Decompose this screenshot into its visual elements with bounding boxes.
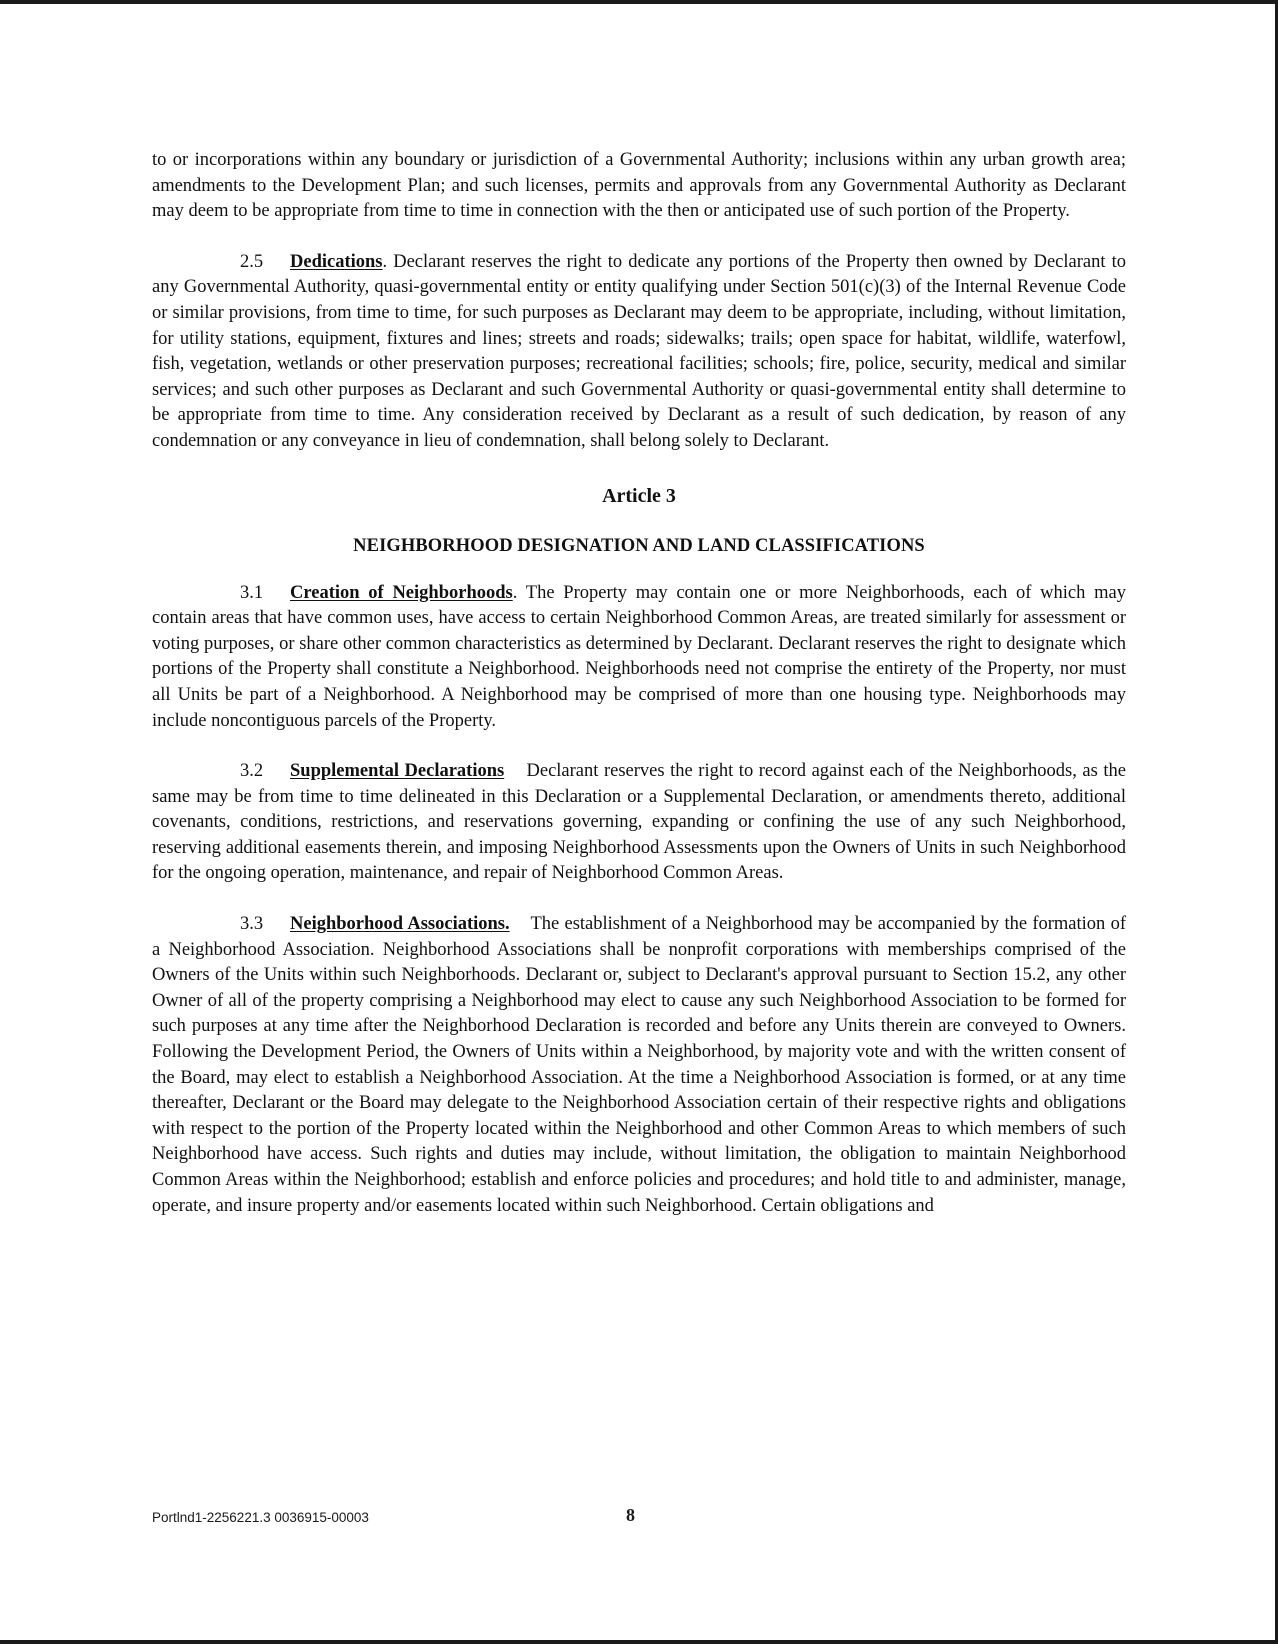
- intro-paragraph: to or incorporations within any boundary or jurisdiction of a Governmental Authority; inclusions within any urban growth area; amendments to the Development Plan; and such licenses, permits and approvals from any Governmental Authority as Declarant may deem to be appropriate from time to time in connection with the then or anticipated use of such portion of the Property.: [152, 150, 1126, 222]
- section-3-3: [152, 912, 1131, 1219]
- section-title: Dedications: [290, 251, 383, 272]
- section-title: Supplemental Declarations: [290, 761, 505, 782]
- section-text: Declarant reserves the right to dedicate any portions of the Property then owned by Declarant to any Governmental Authority, quasi-governmental entity or entity qualifying under Section 501(c)(3) of the Internal Revenue Code or similar provisions, from time to time, for such purposes as Declarant may deem to be appropriate, including, without limitation, for utility stations, equipment, fixtures and lines; streets and roads; sidewalks; trails; open space for habitat, wildlife, waterfowl, fish, vegetation, wetlands or other preservation purposes; recreational facilities; schools; fire, police, security, medical and similar services; and such other purposes as Declarant and such Governmental Authority or quasi-governmental entity shall determine to be appropriate from time to time. Any consideration received by Declarant as a result of such dedication, by reason of any condemnation or any conveyance in lieu of condemnation, shall belong solely to Declarant.: [152, 251, 1126, 451]
- section-number: 3.1: [240, 582, 264, 603]
- section-text: The establishment of a Neighborhood may be accompanied by the formation of a Neighborhood Association. Neighborhood Associations shall be nonprofit corporations with memberships comprised of the Owners of the Units within such Neighborhoods. Declarant or, subject to Declarant's approval pursuant to Section 15.2, any other Owner of all of the property comprising a Neighborhood may elect to cause any such Neighborhood Association to be formed for such purposes at any time after the Neighborhood Declaration is recorded and before any Units therein are conveyed to Owners. Following the Development Period, the Owners of Units within a Neighborhood, by majority vote and with the written consent of the Board, may elect to establish a Neighborhood Association. At the time a Neighborhood Association is formed, or at any time thereafter, Declarant or the Board may delegate to the Neighborhood Association certain of their respective rights and obligations with respect to the portion of the Property located within the Neighborhood and other Common Areas to which members of such Neighborhood have access. Such rights and duties may include, without limitation, the obligation to maintain Neighborhood Common Areas within the Neighborhood; establish and enforce policies and procedures; and hold title to and administer, manage, operate, and insure property and/or easements located within such Neighborhood. Certain obligations and: [152, 914, 1131, 1216]
- section-text: Declarant reserves the right to record against each of the Neighborhoods, as the same may be from time to time delineated in this Declaration or a Supplemental Declaration, or amendments thereto, additional covenants, conditions, restrictions, and reservations governing, expanding or confining the use of any such Neighborhood, reserving additional easements therein, and imposing Neighborhood Assessments upon the Owners of Units in such Neighborhood for the ongoing operation, maintenance, and repair of Neighborhood Common Areas.: [152, 761, 1131, 884]
- scan-edge-top: [0, 0, 1278, 4]
- article-heading: Article 3: [602, 484, 676, 507]
- section-2-5: [152, 250, 1126, 455]
- section-text: The Property may contain one or more Neighborhoods, each of which may contain areas that have common uses, have access to certain Neighborhood Common Areas, are treated similarly for assessment or voting purposes, or share other common characteristics as determined by Declarant. Declarant reserves the right to designate which portions of the Property shall constitute a Neighborhood. Neighborhoods need not comprise the entirety of the Property, nor must all Units be part of a Neighborhood. A Neighborhood may be comprised of more than one housing type. Neighborhoods may include noncontiguous parcels of the Property.: [152, 582, 1126, 731]
- section-number: 3.2: [240, 761, 264, 782]
- section-number: 3.3: [240, 914, 264, 935]
- section-title-punct: .: [382, 251, 388, 272]
- document-body: [152, 148, 1131, 1219]
- section-title: Creation of Neighborhoods: [290, 582, 513, 603]
- section-3-1: [152, 581, 1126, 735]
- section-3-2: [152, 759, 1131, 887]
- scan-edge-bottom: [0, 1640, 1278, 1644]
- footer-document-id: Portlnd1-2256221.3 0036915-00003: [152, 1510, 369, 1525]
- section-title: Neighborhood Associations.: [290, 914, 510, 935]
- article-title: NEIGHBORHOOD DESIGNATION AND LAND CLASSIFICATIONS: [353, 535, 925, 556]
- section-title-punct: .: [512, 582, 518, 603]
- section-number: 2.5: [240, 251, 264, 272]
- page-number: 8: [626, 1505, 635, 1525]
